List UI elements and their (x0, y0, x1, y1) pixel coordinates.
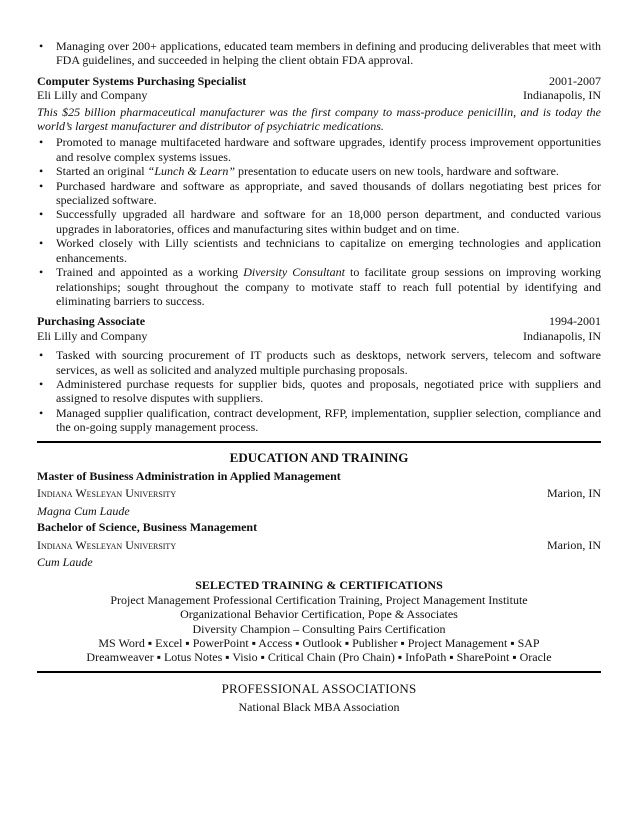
job-title: Purchasing Associate (37, 314, 146, 329)
honors: Magna Cum Laude (37, 503, 130, 518)
job-title: Computer Systems Purchasing Specialist (37, 73, 247, 88)
honors: Cum Laude (37, 555, 93, 569)
list-item: • Purchased hardware and software as appropriate, and saved thousands of dollars negotiating best prices for specialized software. (37, 179, 601, 208)
job-bullet-list (37, 348, 601, 434)
training-line: Diversity Champion – Consulting Pairs Certification (192, 621, 446, 636)
list-item: • Successfully upgraded all hardware and software for an 18,000 person department, and conducted various upgrades in laboratories, offices and manufacturing sites within budget and on time. (37, 207, 601, 236)
job-purchasing-associate (37, 314, 601, 434)
job-computer-systems (37, 74, 601, 309)
training-line: Project Management Professional Certification Training, Project Management Institute (110, 592, 528, 607)
school-name: Indiana Wesleyan University (37, 486, 177, 501)
training-line: Organizational Behavior Certification, Pope & Associates (180, 607, 458, 622)
skills-line: Dreamweaver ▪ Lotus Notes ▪ Visio ▪ Critical Chain (Pro Chain) ▪ InfoPath ▪ SharePoint ▪ Oracle (86, 650, 552, 665)
education-heading: EDUCATION AND TRAINING (229, 449, 409, 465)
school-location: Marion, IN (547, 486, 601, 501)
top-bullet-list (37, 39, 601, 68)
training-heading: SELECTED TRAINING & CERTIFICATIONS (195, 578, 443, 593)
job-location: Indianapolis, IN (523, 88, 601, 103)
job-location: Indianapolis, IN (523, 328, 601, 343)
list-item: • Managing over 200+ applications, educated team members in defining and producing deliverables that meet with FDA guidelines, and succeeded in helping the client obtain FDA approval. (37, 39, 601, 68)
school-name: Indiana Wesleyan University (37, 537, 177, 552)
resume-page (37, 39, 601, 715)
degree-title: Master of Business Administration in Applied Management (37, 468, 341, 483)
school-location: Marion, IN (547, 537, 601, 552)
list-item: • Tasked with sourcing procurement of IT products such as desktops, network servers, telecom and software services, as well as solicited and analyzed multiple purchasing proposals. (37, 348, 601, 377)
job-dates: 1994-2001 (549, 314, 601, 329)
list-item: • Started an original “Lunch & Learn” presentation to educate users on new tools, hardware and software. (37, 164, 601, 178)
company-description: This $25 billion pharmaceutical manufacturer was the first company to mass-produce penicillin, and is today the world’s largest manufacturer and distributor of psychiatric medications. (37, 104, 601, 134)
association-item: National Black MBA Association (238, 700, 400, 715)
degree-title: Bachelor of Science, Business Management (37, 520, 258, 535)
skills-line: MS Word ▪ Excel ▪ PowerPoint ▪ Access ▪ Outlook ▪ Publisher ▪ Project Management ▪ SAP (98, 636, 540, 651)
education-entry (37, 520, 601, 569)
company-name: Eli Lilly and Company (37, 88, 148, 103)
education-entry (37, 469, 601, 518)
list-item: • Administered purchase requests for supplier bids, quotes and proposals, negotiated price with suppliers and assigned to resolve disputes with suppliers. (37, 377, 601, 406)
company-name: Eli Lilly and Company (37, 328, 148, 343)
list-item: • Trained and appointed as a working Diversity Consultant to facilitate group sessions on improving working relationships; sought throughout the company to motivate staff to reach full potential by identifying and eliminating barriers to success. (37, 265, 601, 308)
list-item: • Worked closely with Lilly scientists and technicians to capitalize on emerging technologies and application enhancements. (37, 236, 601, 265)
job-dates: 2001-2007 (549, 73, 601, 88)
list-item: • Managed supplier qualification, contract development, RFP, implementation, supplier selection, compliance and the on-going supply management process. (37, 406, 601, 435)
list-item: • Promoted to manage multifaceted hardware and software upgrades, identify process improvement opportunities and resolve complex systems issues. (37, 135, 601, 164)
associations-heading: PROFESSIONAL ASSOCIATIONS (221, 680, 417, 696)
job-bullet-list (37, 135, 601, 308)
